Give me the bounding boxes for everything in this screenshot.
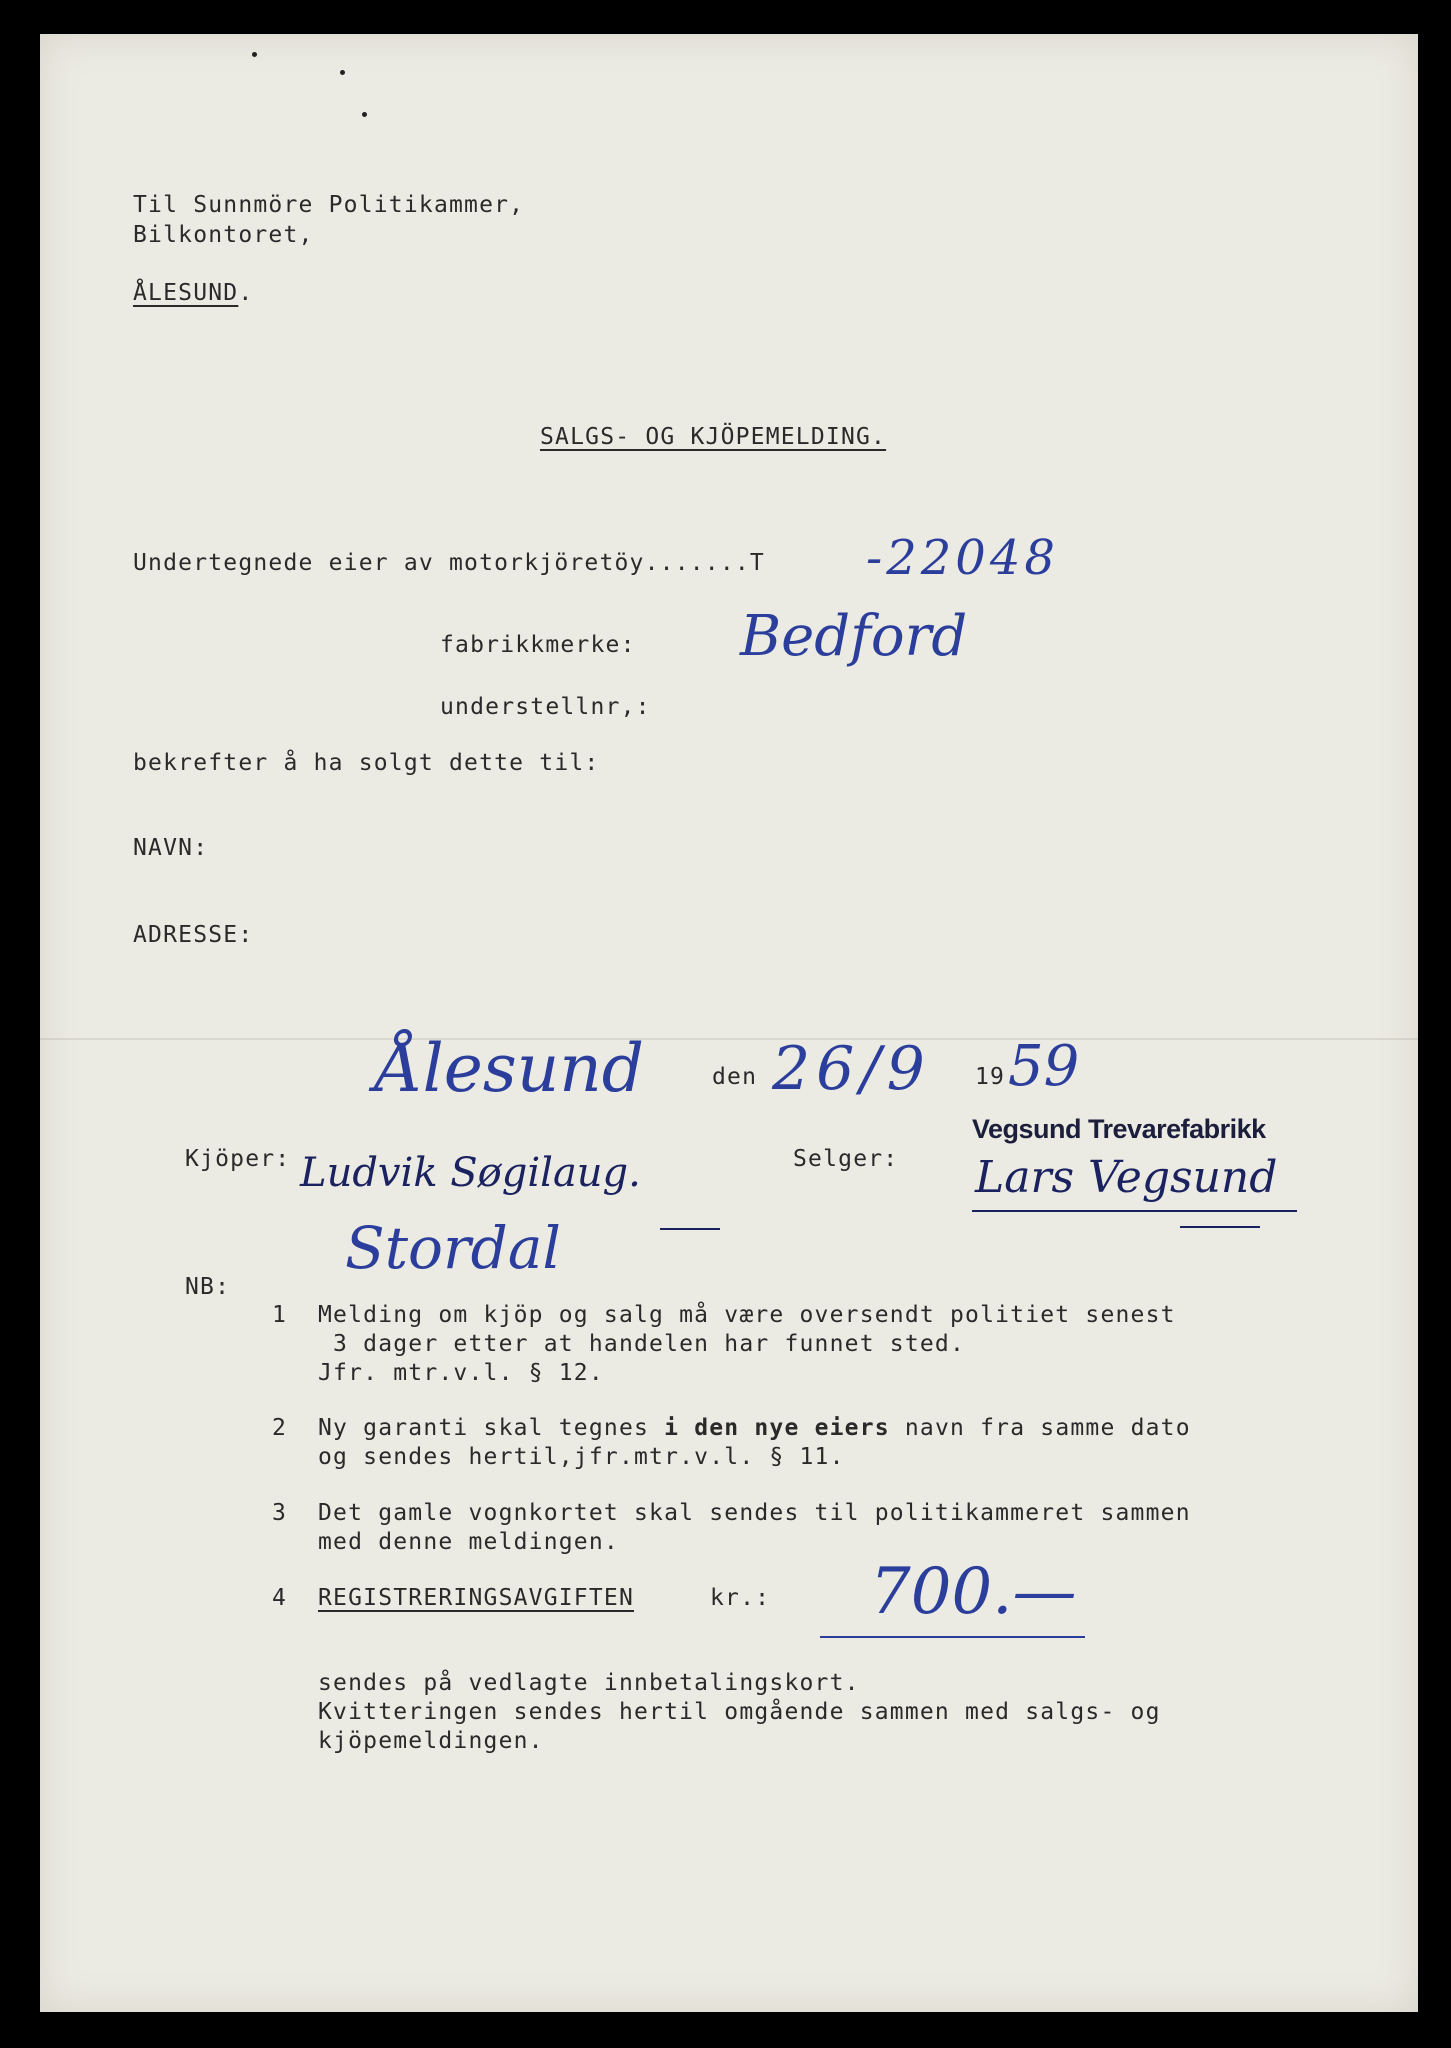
seller-signature-flourish [1180, 1226, 1260, 1228]
note-1-line-2: 3 dager etter at handelen har funnet sted. [318, 1331, 966, 1357]
fold-line [40, 1038, 1418, 1040]
footer-line-3: kjöpemeldingen. [318, 1728, 544, 1754]
owner-label: Undertegnede eier av motorkjöretöy.......T [133, 550, 765, 576]
note-4-label: REGISTRERINGSAVGIFTEN [318, 1585, 634, 1611]
note-2-bold: i den nye eiers [664, 1415, 890, 1441]
note-1-line-3: Jfr. mtr.v.l. § 12. [318, 1360, 604, 1386]
recipient-city [133, 280, 253, 306]
note-3-line-1: Det gamle vognkortet skal sendes til politikammeret sammen [318, 1500, 1191, 1526]
make-label: fabrikkmerke: [440, 632, 636, 658]
address-label: ADRESSE: [133, 922, 254, 948]
vehicle-registration: -22048 [866, 530, 1059, 586]
recipient-line-2: Bilkontoret, [133, 222, 314, 248]
note-2-post: navn fra samme dato [889, 1415, 1191, 1441]
note-2-line-2: og sendes hertil,jfr.mtr.v.l. § 11. [318, 1444, 845, 1470]
make-value: Bedford [740, 604, 968, 669]
note-2-pre: Ny garanti skal tegnes [318, 1415, 665, 1441]
note-2-number: 2 [272, 1415, 288, 1441]
name-label: NAVN: [133, 835, 209, 861]
seller-signature: Lars Vegsund [975, 1152, 1278, 1203]
registration-fee-amount: 700.— [870, 1555, 1077, 1629]
footer-line-1: sendes på vedlagte innbetalingskort. [318, 1670, 860, 1696]
ink-speck [340, 70, 345, 75]
footer-line-2: Kvitteringen sendes hertil omgående sammen med salgs- og [318, 1699, 1161, 1725]
den-label: den [712, 1064, 758, 1090]
date-day-month: 26/9 [772, 1034, 931, 1104]
note-3-number: 3 [272, 1500, 288, 1526]
note-2-line-1 [318, 1415, 1191, 1441]
buyer-signature-flourish [660, 1228, 720, 1230]
buyer-signature: Ludvik Søgilaug. [300, 1150, 641, 1196]
confirm-text: bekrefter å ha solgt dette til: [133, 750, 600, 776]
note-3-line-2: med denne meldingen. [318, 1529, 619, 1555]
note-1-line-1: Melding om kjöp og salg må være oversendt politiet senest [318, 1302, 1176, 1328]
ink-speck [252, 52, 257, 57]
buyer-label: Kjöper: [185, 1146, 291, 1172]
seller-stamp: Vegsund Trevarefabrikk [972, 1114, 1266, 1144]
note-4-number: 4 [272, 1585, 288, 1611]
chassis-label: understellnr,: [440, 694, 651, 720]
year-suffix: 59 [1008, 1034, 1080, 1099]
seller-signature-underline [972, 1210, 1297, 1212]
city-period: . [238, 280, 254, 306]
ink-speck [362, 112, 367, 117]
seller-label: Selger: [793, 1146, 899, 1172]
nb-label: NB: [185, 1274, 231, 1300]
note-1-number: 1 [272, 1302, 288, 1328]
city-name: ÅLESUND [133, 280, 239, 306]
note-4-kr: kr.: [710, 1585, 771, 1611]
buyer-place: Stordal [345, 1214, 561, 1282]
year-prefix: 19 [975, 1064, 1006, 1090]
recipient-line-1: Til Sunnmöre Politikammer, [133, 192, 525, 218]
document-title: SALGS- OG KJÖPEMELDING. [540, 424, 887, 450]
date-place: Ålesund [375, 1030, 644, 1107]
fee-underline [820, 1636, 1085, 1638]
